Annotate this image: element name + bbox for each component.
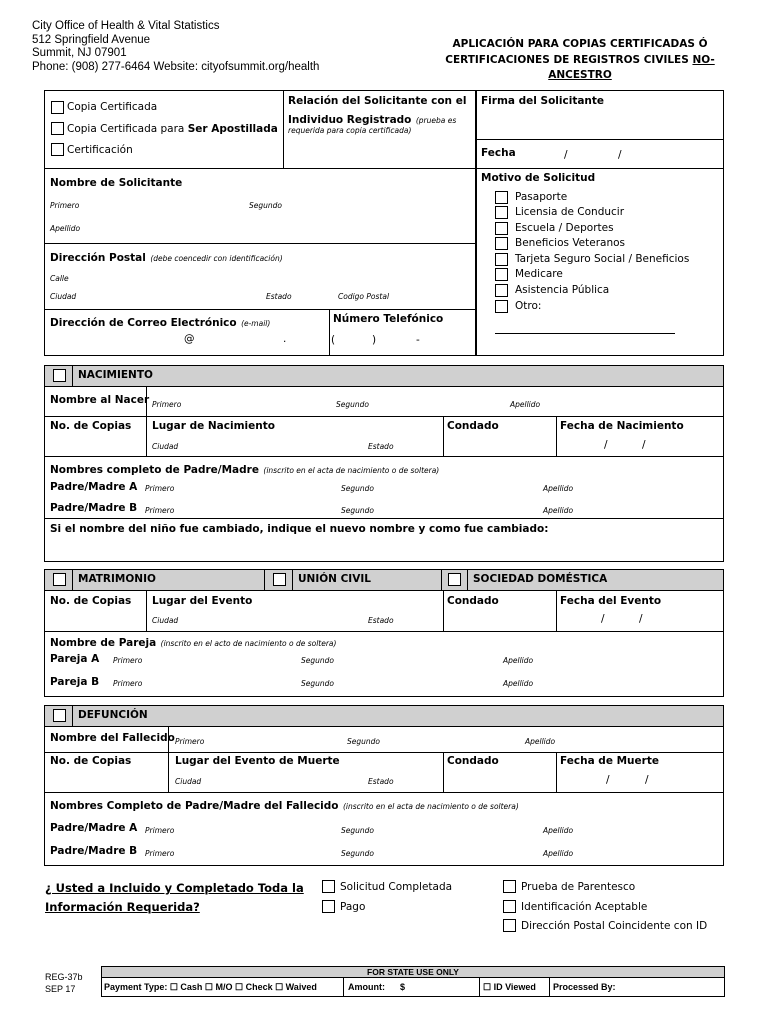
office-name: City Office of Health & Vital Statistics [32,20,220,32]
copia-apostillada-checkbox[interactable] [51,122,64,135]
birth-parent-b-input[interactable] [143,500,721,518]
amount-label: Amount: [348,982,385,992]
relationship-note: requerida para copia certificada) [288,126,412,135]
deceased-name-input[interactable] [171,729,721,750]
birth-name-changed-input[interactable] [48,538,721,560]
birth-title: NACIMIENTO [78,369,153,381]
domestic-partnership-checkbox[interactable] [448,573,461,586]
death-copies-label: No. de Copias [50,755,132,767]
birth-name-changed-label: Si el nombre del niño fue cambiado, indique el nuevo nombre y como fue cambiado: [50,523,549,535]
marriage-copies-label: No. de Copias [50,595,132,607]
birth-name-label: Nombre al Nacer [50,394,150,406]
deceased-name-label: Nombre del Fallecido [50,732,175,744]
birth-place-input[interactable] [149,434,439,454]
phone-label: Número Telefónico [333,313,444,325]
signature-label: Firma del Solicitante [481,95,605,107]
state-use-title: FOR STATE USE ONLY [367,967,459,977]
marriage-title: MATRIMONIO [78,573,156,585]
birth-checkbox[interactable] [53,369,66,382]
death-date-label: Fecha de Muerte [560,755,659,767]
processed-by: Processed By: [553,982,616,992]
certificacion-label: Certificación [67,144,133,156]
relationship-label: Relación del Solicitante con el [288,95,467,107]
deceased-parent-a-input[interactable] [143,818,721,838]
birth-parents-label: Nombres completo de Padre/Madre (inscrito en el acta de nacimiento o de soltera) [50,464,440,476]
copia-apostillada-label: Copia Certificada para Ser Apostillada [67,123,278,135]
checklist-question-line2: Información Requerida? [45,900,200,914]
death-title: DEFUNCIÓN [78,709,148,721]
reason-pasaporte-checkbox[interactable] [495,191,508,204]
birth-parent-a-input[interactable] [143,478,721,498]
partner-label: Nombre de Pareja (inscrito en el acto de nacimiento o de soltera) [50,637,337,649]
civil-union-title: UNIÓN CIVIL [298,573,371,585]
birth-county-label: Condado [447,420,499,432]
birth-place-label: Lugar de Nacimiento [152,420,275,432]
form-date: SEP 17 [45,984,76,994]
deceased-parent-b-label: Padre/Madre B [50,845,138,857]
deceased-parent-a-label: Padre/Madre A [50,822,138,834]
partner-b-input[interactable] [110,673,721,693]
email-label: Dirección de Correo Electrónico (e-mail) [50,317,271,329]
check-solicitud-completada[interactable] [322,880,335,893]
marriage-place-input[interactable] [149,609,439,629]
domestic-partnership-title: SOCIEDAD DOMÉSTICA [473,573,608,585]
form-title-line2: CERTIFICACIONES DE REGISTROS CIVILES NO-ANCESTRO [445,54,715,81]
birth-name-input[interactable] [149,389,721,414]
deceased-parent-b-input[interactable] [143,842,721,862]
certificacion-checkbox[interactable] [51,143,64,156]
applicant-last-input[interactable] [48,216,473,234]
check-pago[interactable] [322,900,335,913]
reason-label: Motivo de Solicitud [481,172,596,184]
marriage-checkbox[interactable] [53,573,66,586]
check-identificacion[interactable] [503,900,516,913]
death-date-input[interactable] [559,769,721,789]
signature-input[interactable] [478,110,722,138]
office-street: 512 Springfield Avenue [32,34,151,46]
birth-date-label: Fecha de Nacimiento [560,420,684,432]
relationship-input[interactable] [286,138,471,164]
id-viewed: ☐ ID Viewed [483,982,536,992]
form-title-line1: APLICACIÓN PARA COPIAS CERTIFICADAS Ó [452,38,708,50]
death-place-label: Lugar del Evento de Muerte [175,755,340,767]
marriage-place-label: Lugar del Evento [152,595,253,607]
copia-certificada-checkbox[interactable] [51,101,64,114]
death-county-input[interactable] [446,769,554,789]
date-label: Fecha [481,147,516,159]
phone-input[interactable] [331,328,473,352]
reason-veteranos-checkbox[interactable] [495,237,508,250]
reason-otro-checkbox[interactable] [495,300,508,313]
address-label: Dirección Postal (debe coencedir con identificación) [50,252,283,264]
office-city: Summit, NJ 07901 [32,47,127,59]
payment-type: Payment Type: ☐ Cash ☐ M/O ☐ Check ☐ Waived [104,982,317,992]
partner-a-label: Pareja A [50,653,100,665]
partner-b-label: Pareja B [50,676,100,688]
signature-date-input[interactable] [520,144,720,166]
office-contact: Phone: (908) 277-6464 Website: cityofsummit.org/health [32,61,320,73]
form-id: REG-37b [45,972,83,982]
death-county-label: Condado [447,755,499,767]
birth-county-input[interactable] [446,434,554,454]
birth-copies-label: No. de Copias [50,420,132,432]
marriage-county-input[interactable] [446,609,554,629]
partner-a-input[interactable] [110,650,721,670]
birth-parent-a-label: Padre/Madre A [50,481,138,493]
death-copies-input[interactable] [48,769,165,789]
reason-escuela-checkbox[interactable] [495,222,508,235]
reason-seguro-social-checkbox[interactable] [495,253,508,266]
birth-parent-b-label: Padre/Madre B [50,502,138,514]
marriage-date-label: Fecha del Evento [560,595,662,607]
email-input[interactable] [48,328,326,352]
reason-otro-input[interactable] [495,315,675,333]
street-input[interactable] [48,266,473,284]
applicant-name-label: Nombre de Solicitante [50,177,183,189]
civil-union-checkbox[interactable] [273,573,286,586]
birth-date-input[interactable] [559,434,721,454]
reason-asistencia-checkbox[interactable] [495,284,508,297]
check-direccion-coincidente[interactable] [503,919,516,932]
death-checkbox[interactable] [53,709,66,722]
birth-copies-input[interactable] [48,434,143,454]
copia-certificada-label: Copia Certificada [67,101,158,113]
otro-line [495,333,675,334]
marriage-county-label: Condado [447,595,499,607]
deceased-parents-label: Nombres Completo de Padre/Madre del Fallecido (inscrito en el acta de nacimiento o de soltera) [50,800,519,812]
marriage-copies-input[interactable] [48,609,143,629]
checklist-question-line1: ¿ Usted a Incluido y Completado Toda la [45,881,304,895]
applicant-first-middle-input[interactable] [48,193,473,211]
check-prueba-parentesco[interactable] [503,880,516,893]
reason-medicare-checkbox[interactable] [495,268,508,281]
marriage-date-input[interactable] [559,609,721,629]
death-place-input[interactable] [171,769,439,789]
reason-licencia-checkbox[interactable] [495,206,508,219]
city-state-zip-input[interactable] [48,286,473,304]
